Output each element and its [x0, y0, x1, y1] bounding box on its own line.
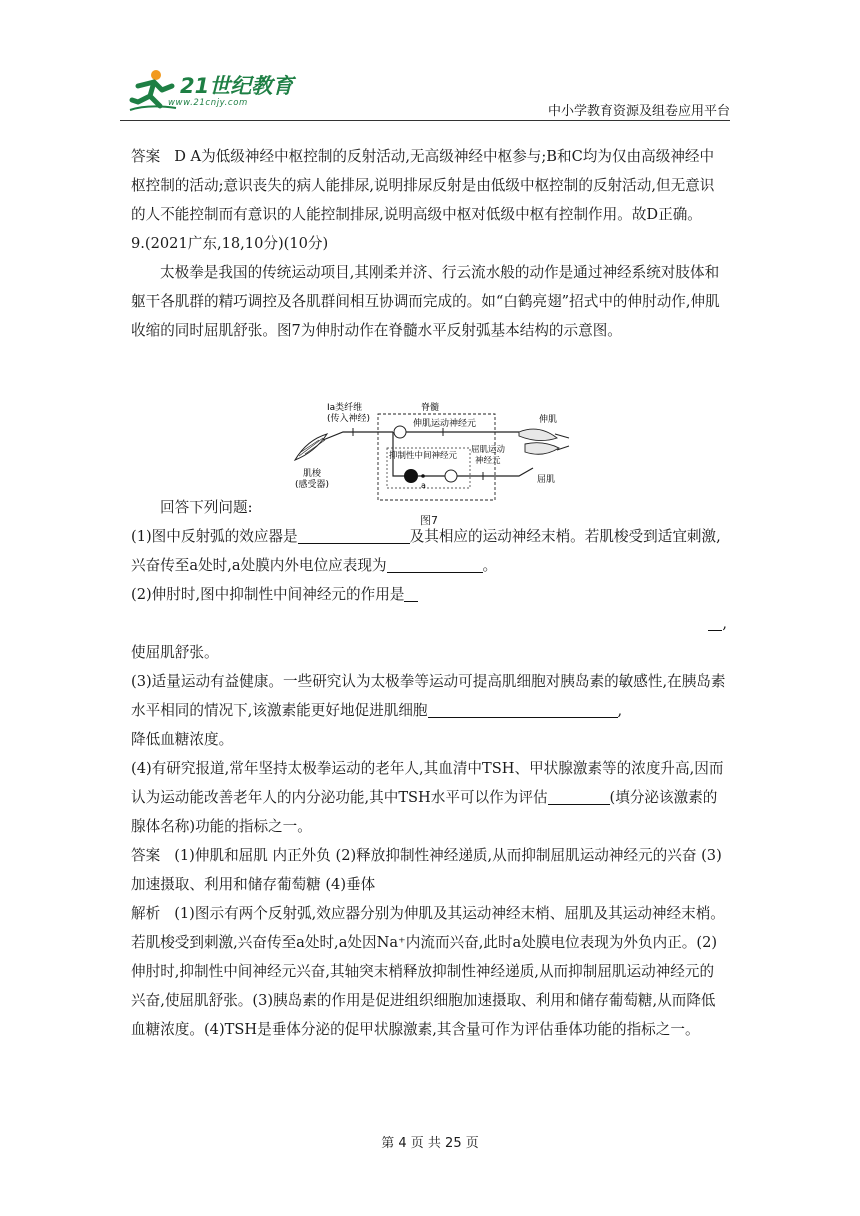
analysis-label: 解析 [131, 905, 161, 922]
sub1-part-c: 。 [482, 557, 498, 574]
answer-blank-4[interactable] [428, 701, 618, 718]
q9-intro: 太极拳是我国的传统运动项目,其刚柔并济、行云流水般的动作是通过神经系统对肢体和躯干各肌群的精巧调控及各肌群间相互协调而完成的。如“白鹤亮翅”招式中的伸肘动作,伸肌收缩的同时屈肌舒张。图7为伸肘动作在脊髓水平反射弧基本结构的示意图。 [131, 264, 720, 339]
sub2-end-mark: , [722, 615, 727, 632]
fiber-label-1: Ⅰa类纤维 [327, 403, 363, 413]
sub3-part-c: 降低血糖浓度。 [131, 731, 234, 748]
point-a-label: a [421, 481, 426, 490]
answer-blank-1[interactable] [298, 527, 410, 544]
platform-title: 中小学教育资源及组卷应用平台 [547, 104, 730, 119]
sub1-part-a: (1)图中反射弧的效应器是 [131, 528, 298, 545]
q8-answer-text: D A为低级神经中枢控制的反射活动,无高级神经中枢参与;B和C均为仅由高级神经中枢控制的活动;意识丧失的病人能排尿,说明排尿反射是由低级中枢控制的反射活动,但无意识的人不能控制而有意识的人能控制排尿,说明高级中枢对低级中枢有控制作用。故D正确。 [131, 148, 715, 223]
q9-sub2-blank-line [131, 609, 727, 638]
spindle-label-1: 肌梭 [303, 469, 322, 479]
point-a-dot [421, 474, 425, 478]
sub2-part-a: (2)伸肘时,图中抑制性中间神经元的作用是 [131, 586, 405, 603]
logo-url-text: www.21cnjy.com [168, 98, 248, 108]
q9-analysis-text: (1)图示有两个反射弧,效应器分别为伸肌及其运动神经末梢、屈肌及其运动神经末梢。若肌梭受到刺激,兴奋传至a处时,a处因Na⁺内流而兴奋,此时a处膜电位表现为外负内正。(2)伸肘时,抑制性中间神经元兴奋,其轴突末梢释放抑制性神经递质,从而抑制屈肌运动神经元的兴奋,使屈肌舒张。(3)胰岛素的作用是促进组织细胞加速摄取、利用和储存葡萄糖,从而降低血糖浓度。(4)TSH是垂体分泌的促甲状腺激素,其含量可作为评估垂体功能的指标之一。 [131, 905, 725, 1038]
answer-label: 答案 [131, 847, 161, 864]
reflex-arc-diagram [293, 400, 573, 500]
extensor-muscle-shape [519, 429, 557, 440]
sub1-part-b: 及其相应的运动神经末梢。若肌梭受到适宜刺激,兴奋传至a处时,a处膜内外电位应表现为 [131, 528, 721, 574]
answer-blank-2[interactable] [387, 556, 483, 573]
sub3-part-b: , [617, 702, 623, 719]
page-content [131, 142, 727, 1044]
afferent-fiber [323, 432, 393, 440]
flexor-motor-label-2: 神经元 [475, 456, 501, 466]
header-divider [120, 120, 730, 121]
spinal-cord-label: 脊髓 [421, 403, 440, 413]
logo-text: 21世纪教育 [180, 74, 294, 98]
inhibitory-interneuron-body [404, 469, 418, 483]
spindle-label-2: (感受器) [295, 480, 330, 490]
fiber-label-2: (传入神经) [327, 414, 371, 424]
page-footer: 第 4 页 共 25 页 [381, 1136, 479, 1151]
answer-blank-3[interactable] [404, 585, 418, 602]
answer-blank-3-cont[interactable] [708, 614, 722, 631]
answer-blank-5[interactable] [548, 788, 610, 805]
q9-answer-text: (1)伸肌和屈肌 内正外负 (2)释放抑制性神经递质,从而抑制屈肌运动神经元的兴奋 (3)加速摄取、利用和储存葡萄糖 (4)垂体 [131, 847, 722, 893]
q9-heading: 9.(2021广东,18,10分)(10分) [131, 235, 329, 252]
q9-prompt: 回答下列问题: [160, 499, 253, 516]
q8-answer [131, 142, 727, 229]
sub4-part-b: (填分泌该激素的腺体名称)功能的指标之一。 [131, 789, 718, 835]
figure-caption: 图7 [420, 514, 438, 527]
answer-label: 答案 [131, 148, 161, 165]
flexor-neuron-body [445, 470, 457, 482]
extensor-motor-neuron-label: 伸肌运动神经元 [413, 419, 477, 429]
sub3-part-a: (3)适量运动有益健康。一些研究认为太极拳等运动可提高肌细胞对胰岛素的敏感性,在胰岛素水平相同的情况下,该激素能更好地促进肌细胞 [131, 673, 726, 719]
q9-sub2-tail: 使屈肌舒张。 [131, 644, 219, 661]
q9-sub2 [131, 580, 727, 609]
inhibitory-interneuron-label: 抑制性中间神经元 [389, 451, 458, 461]
sub4-part-a: (4)有研究报道,常年坚持太极拳运动的老年人,其血清中TSH、甲状腺激素等的浓度升高,因而认为运动能改善老年人的内分泌功能,其中TSH水平可以作为评估 [131, 760, 724, 806]
flexor-muscle-label: 屈肌 [537, 475, 556, 485]
q9-sub3 [131, 667, 727, 754]
extensor-muscle-label: 伸肌 [539, 415, 558, 425]
q9-sub1 [131, 522, 727, 580]
reflex-arc-figure [293, 400, 573, 500]
q9-sub4 [131, 754, 727, 841]
flexor-muscle-shape [525, 443, 559, 455]
q9-analysis [131, 899, 727, 1044]
flexor-motor-label-1: 屈肌运动 [471, 445, 506, 455]
site-logo [128, 68, 308, 118]
extensor-neuron-body [394, 426, 406, 438]
page-header [120, 62, 730, 124]
q9-answer [131, 841, 727, 899]
